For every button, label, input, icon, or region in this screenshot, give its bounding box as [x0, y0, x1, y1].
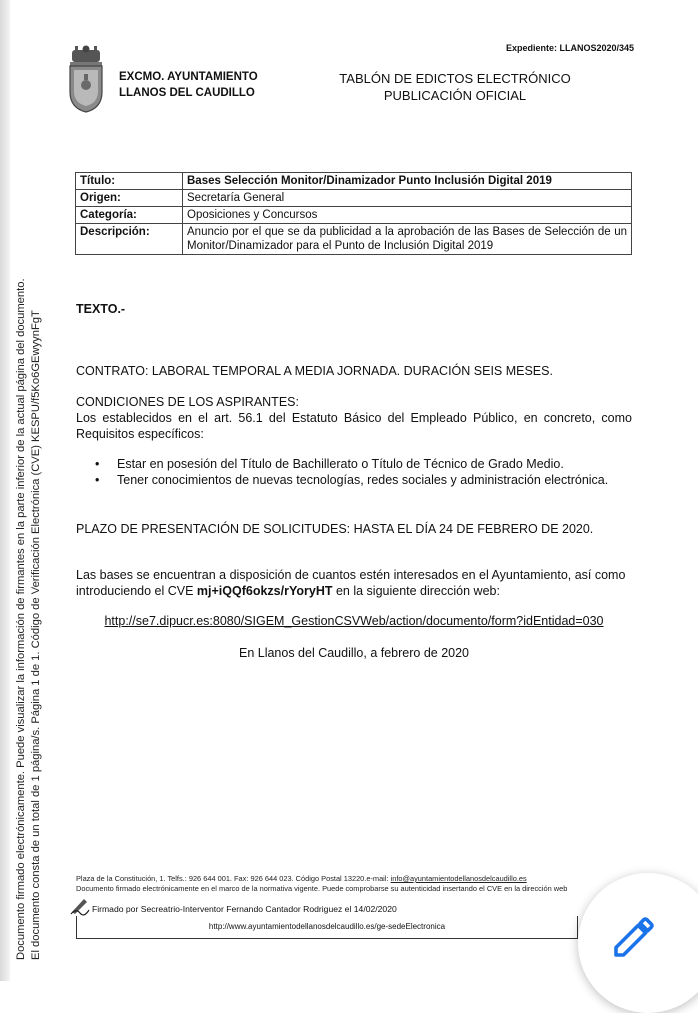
meta-value-origen: Secretaría General [183, 190, 632, 207]
plazo-paragraph: PLAZO DE PRESENTACIÓN DE SOLICITUDES: HASTA EL DÍA 24 DE FEBRERO DE 2020. [76, 522, 594, 536]
footer-legal-line: Documento firmado electrónicamente en el marco de la normativa vigente. Puede comprobarse su autenticidad insertando el CVE en la dirección web [76, 884, 568, 893]
requirement-item-1: • Estar en posesión del Título de Bachillerato o Título de Técnico de Grado Medio. [117, 456, 632, 472]
meta-row-descripcion [76, 224, 632, 255]
organization-name [119, 69, 258, 101]
footer-email-link[interactable]: info@ayuntamientodellanosdelcaudillo.es [390, 874, 527, 883]
contrato-paragraph: CONTRATO: LABORAL TEMPORAL A MEDIA JORNADA. DURACIÓN SEIS MESES. [76, 364, 553, 378]
requirement-item-2: • Tener conocimientos de nuevas tecnologías, redes sociales y administración electrónica. [117, 472, 632, 488]
signature-text: Firmado por Secreatrio-Interventor Fernando Cantador Rodriguez el 14/02/2020 [92, 904, 397, 914]
bases-paragraph [76, 567, 632, 599]
sede-url-box [76, 916, 578, 939]
place-and-date: En Llanos del Caudillo, a febrero de 2020 [238, 646, 470, 660]
meta-label-descripcion: Descripción: [76, 224, 183, 255]
verification-url-link[interactable]: http://se7.dipucr.es:8080/SIGEM_GestionCSVWeb/action/documento/form?idEntidad=030 [104, 614, 604, 628]
meta-label-titulo: Título: [76, 173, 183, 190]
footer-address-line [76, 874, 527, 884]
meta-row-categoria [76, 207, 632, 224]
meta-label-origen: Origen: [76, 190, 183, 207]
bases-text-end: en la siguiente dirección web: [332, 584, 500, 598]
edit-pencil-icon [610, 913, 658, 961]
meta-label-categoria: Categoría: [76, 207, 183, 224]
meta-row-origen [76, 190, 632, 207]
texto-heading: TEXTO.- [76, 302, 126, 316]
page-edge-shadow [0, 0, 10, 981]
board-title-line-1: TABLÓN DE EDICTOS ELECTRÓNICO [339, 71, 571, 86]
bases-text-start: Las bases se encuentran a disposición de cuantos estén interesados en el Ayuntamiento, así como introduciendo el CVE [76, 568, 626, 598]
side-text-line-2: El documento consta de un total de 1 página/s. Página 1 de 1. Código de Verificación Electrónica (CVE) KESPU/f5Ko6GEwyynFgT [30, 310, 42, 960]
meta-value-categoria: Oposiciones y Concursos [183, 207, 632, 224]
sede-url-link[interactable]: http://www.ayuntamientodellanosdelcaudillo.es/ge-sedeElectronica [208, 922, 446, 931]
signature-pen-icon [70, 896, 90, 916]
edit-fab-button[interactable] [578, 873, 698, 1013]
side-verification-text [14, 0, 58, 981]
organization-line-1: EXCMO. AYUNTAMIENTO [119, 71, 258, 83]
meta-row-titulo [76, 173, 632, 190]
condiciones-body: Los establecidos en el art. 56.1 del Estatuto Básico del Empleado Público, en concreto, como Requisitos específicos: [76, 411, 632, 441]
side-text-line-1: Documento firmado electrónicamente. Puede visualizar la información de firmantes en la parte inferior de la actual página del documento. [15, 278, 27, 960]
document-metadata-table [75, 172, 632, 255]
bases-cve-code: mj+iQQf6okzs/rYoryHT [196, 584, 333, 598]
board-title [300, 70, 610, 104]
board-title-line-2: PUBLICACIÓN OFICIAL [383, 88, 527, 103]
organization-line-2: LLANOS DEL CAUDILLO [119, 87, 255, 99]
meta-value-titulo: Bases Selección Monitor/Dinamizador Punto Inclusión Digital 2019 [183, 173, 632, 190]
meta-value-descripcion: Anuncio por el que se da publicidad a la aprobación de las Bases de Selección de un Monitor/Dinamizador para el Punto de Inclusión Digital 2019 [183, 224, 632, 255]
coat-of-arms-icon [66, 44, 106, 114]
footer-address-text: Plaza de la Constitución, 1. Telfs.: 926 644 001. Fax: 926 644 023. Código Postal 13220.e-mail: [76, 874, 391, 883]
requirements-list [76, 456, 632, 488]
expediente-number: Expediente: LLANOS2020/345 [505, 43, 634, 53]
condiciones-heading: CONDICIONES DE LOS ASPIRANTES: [76, 395, 299, 409]
